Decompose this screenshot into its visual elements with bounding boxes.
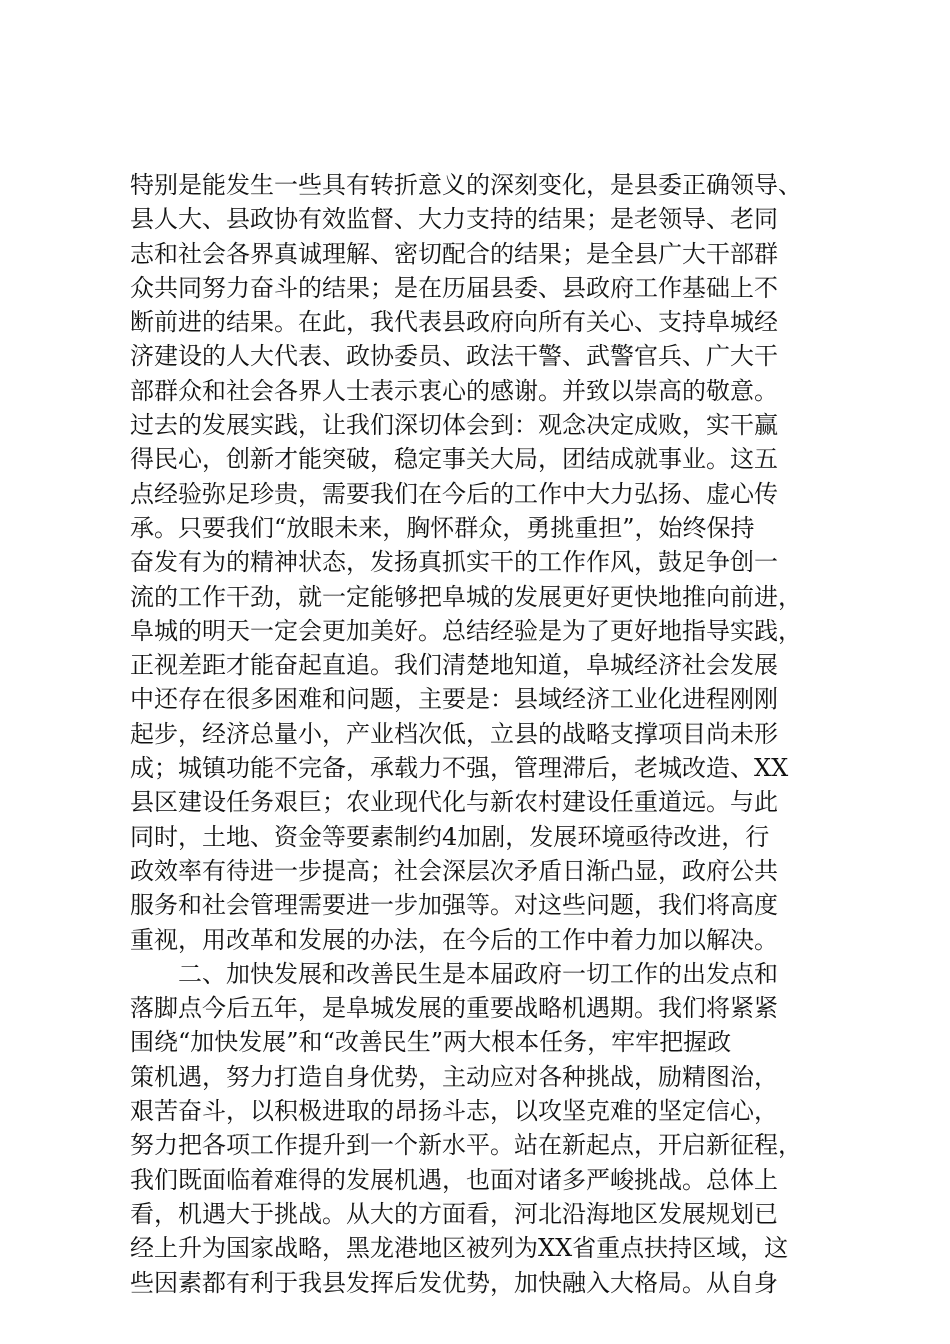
text-line: 围绕“加快发展”和“改善民生”两大根本任务，牢牢把握政 <box>130 1028 732 1057</box>
text-line: 策机遇，努力打造自身优势，主动应对各种挑战，励精图治， <box>130 1062 778 1091</box>
text-line: 正视差距才能奋起直追。我们清楚地知道，阜城经济社会发展 <box>130 651 778 680</box>
text-line: 流的工作干劲，就一定能够把阜城的发展更好更快地推向前进， <box>130 582 802 611</box>
text-line: 成；城镇功能不完备，承载力不强，管理滞后，老城改造、XX <box>130 754 789 783</box>
text-line: 断前进的结果。在此，我代表县政府向所有关心、支持阜城经 <box>130 308 778 337</box>
text-line: 努力把各项工作提升到一个新水平。站在新起点，开启新征程， <box>130 1131 802 1160</box>
text-line: 我们既面临着难得的发展机遇，也面对诸多严峻挑战。总体上 <box>130 1165 778 1194</box>
text-line: 经上升为国家战略，黑龙港地区被列为XX省重点扶持区域，这 <box>130 1234 789 1263</box>
text-line: 得民心，创新才能突破，稳定事关大局，团结成就事业。这五 <box>130 445 778 474</box>
text-line: 部群众和社会各界人士表示衷心的感谢。并致以崇高的敬意。 <box>130 376 778 405</box>
text-line: 点经验弥足珍贵，需要我们在今后的工作中大力弘扬、虚心传 <box>130 479 778 508</box>
text-line: 中还存在很多困难和问题，主要是：县域经济工业化进程刚刚 <box>130 685 778 714</box>
text-line: 服务和社会管理需要进一步加强等。对这些问题，我们将高度 <box>130 891 778 920</box>
text-line: 过去的发展实践，让我们深切体会到：观念决定成败，实干赢 <box>130 411 778 440</box>
paragraph-first-line: 二、加快发展和改善民生是本届政府一切工作的出发点和 <box>178 959 778 988</box>
text-line: 奋发有为的精神状态，发扬真抓实干的工作作风，鼓足争创一 <box>130 548 778 577</box>
text-line: 县区建设任务艰巨；农业现代化与新农村建设任重道远。与此 <box>130 788 778 817</box>
text-line: 阜城的明天一定会更加美好。总结经验是为了更好地指导实践， <box>130 616 802 645</box>
text-line: 众共同努力奋斗的结果；是在历届县委、县政府工作基础上不 <box>130 273 778 302</box>
text-line: 县人大、县政协有效监督、大力支持的结果；是老领导、老同 <box>130 205 778 234</box>
text-line: 艰苦奋斗，以积极进取的昂扬斗志，以攻坚克难的坚定信心， <box>130 1097 778 1126</box>
text-line: 看，机遇大于挑战。从大的方面看，河北沿海地区发展规划已 <box>130 1199 778 1228</box>
text-line: 起步，经济总量小，产业档次低，立县的战略支撑项目尚未形 <box>130 719 778 748</box>
text-line: 志和社会各界真诚理解、密切配合的结果；是全县广大干部群 <box>130 239 778 268</box>
body-text <box>130 168 830 1300</box>
text-line: 重视，用改革和发展的办法，在今后的工作中着力加以解决。 <box>130 925 778 954</box>
text-line: 政效率有待进一步提高；社会深层次矛盾日渐凸显，政府公共 <box>130 856 778 885</box>
text-line: 特别是能发生一些具有转折意义的深刻变化，是县委正确领导、 <box>130 171 802 199</box>
text-line: 同时，土地、资金等要素制约4加剧，发展环境亟待改进，行 <box>130 822 770 851</box>
text-line: 些因素都有利于我县发挥后发优势，加快融入大格局。从自身 <box>130 1268 778 1297</box>
text-line: 落脚点今后五年，是阜城发展的重要战略机遇期。我们将紧紧 <box>130 994 778 1023</box>
text-line: 济建设的人大代表、政协委员、政法干警、武警官兵、广大干 <box>130 342 778 371</box>
text-line: 承。只要我们“放眼未来，胸怀群众，勇挑重担”，始终保持 <box>130 513 755 542</box>
